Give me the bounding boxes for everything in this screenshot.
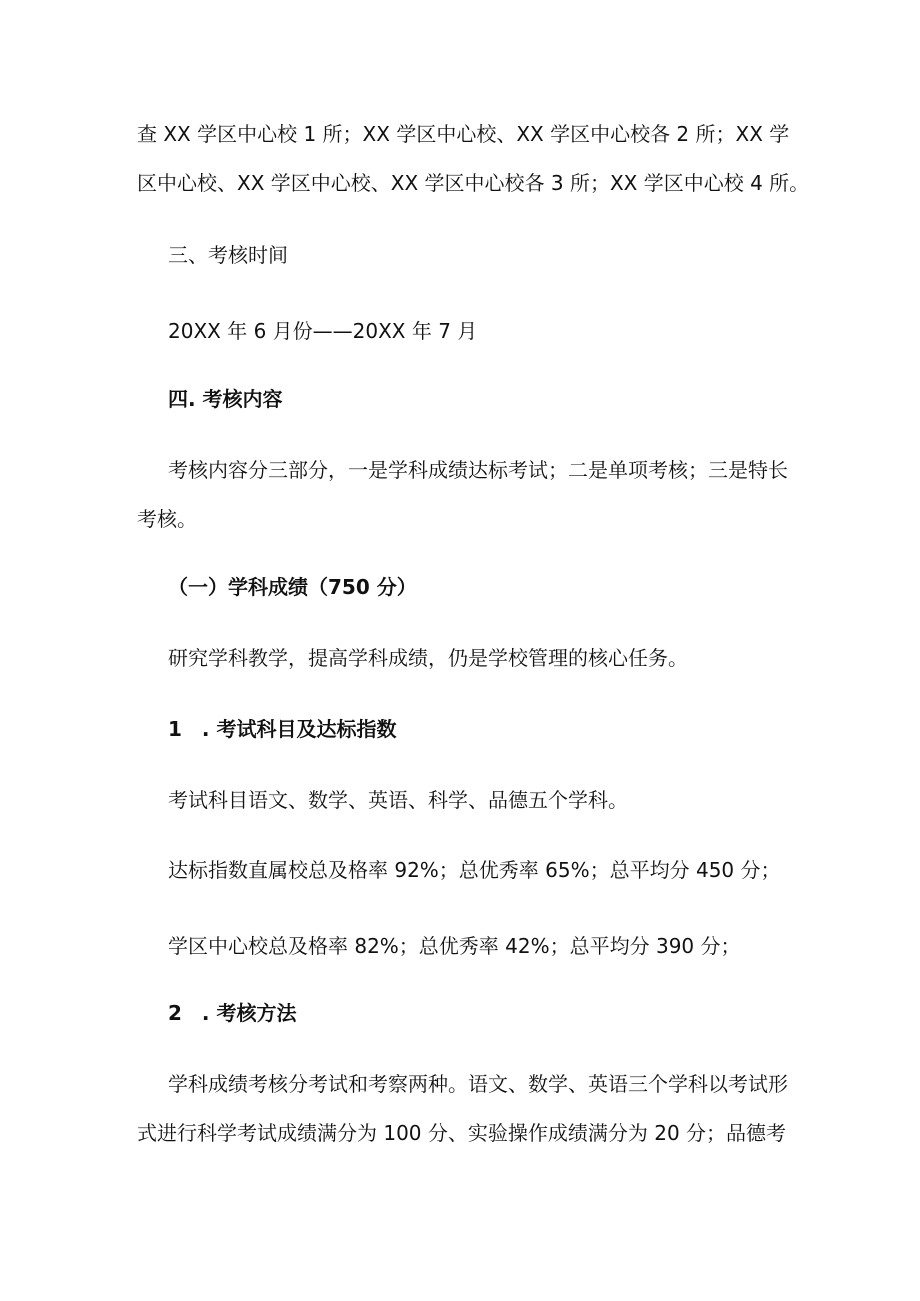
section4-desc-line-1: 考核内容分三部分，一是学科成绩达标考试；二是单项考核；三是特长 (168, 458, 788, 482)
item1-heading: 1 . 考试科目及达标指数 (168, 717, 397, 741)
item2-line-2: 式进行科学考试成绩满分为 100 分、实验操作成绩满分为 20 分；品德考 (137, 1121, 787, 1145)
intro-line-2: 区中心校、XX 学区中心校、XX 学区中心校各 3 所；XX 学区中心校 4 所。 (137, 171, 810, 195)
subsection1-heading: （一）学科成绩（750 分） (168, 575, 417, 599)
section3-time-range: 20XX 年 6 月份——20XX 年 7 月 (168, 319, 478, 343)
section4-desc-line-2: 考核。 (137, 507, 197, 531)
item1-index-district: 学区中心校总及格率 82%；总优秀率 42%；总平均分 390 分； (168, 934, 741, 958)
section3-heading: 三、考核时间 (168, 243, 288, 267)
item2-line-1: 学科成绩考核分考试和考察两种。语文、数学、英语三个学科以考试形 (168, 1072, 788, 1096)
item1-subjects: 考试科目语文、数学、英语、科学、品德五个学科。 (168, 788, 628, 812)
intro-line-1: 查 XX 学区中心校 1 所；XX 学区中心校、XX 学区中心校各 2 所；XX 学 (137, 122, 790, 146)
item2-heading: 2 . 考核方法 (168, 1001, 297, 1025)
section4-heading: 四. 考核内容 (168, 387, 283, 411)
item1-index-direct: 达标指数直属校总及格率 92%；总优秀率 65%；总平均分 450 分； (168, 858, 781, 882)
subsection1-intro: 研究学科教学，提高学科成绩，仍是学校管理的核心任务。 (168, 646, 688, 670)
